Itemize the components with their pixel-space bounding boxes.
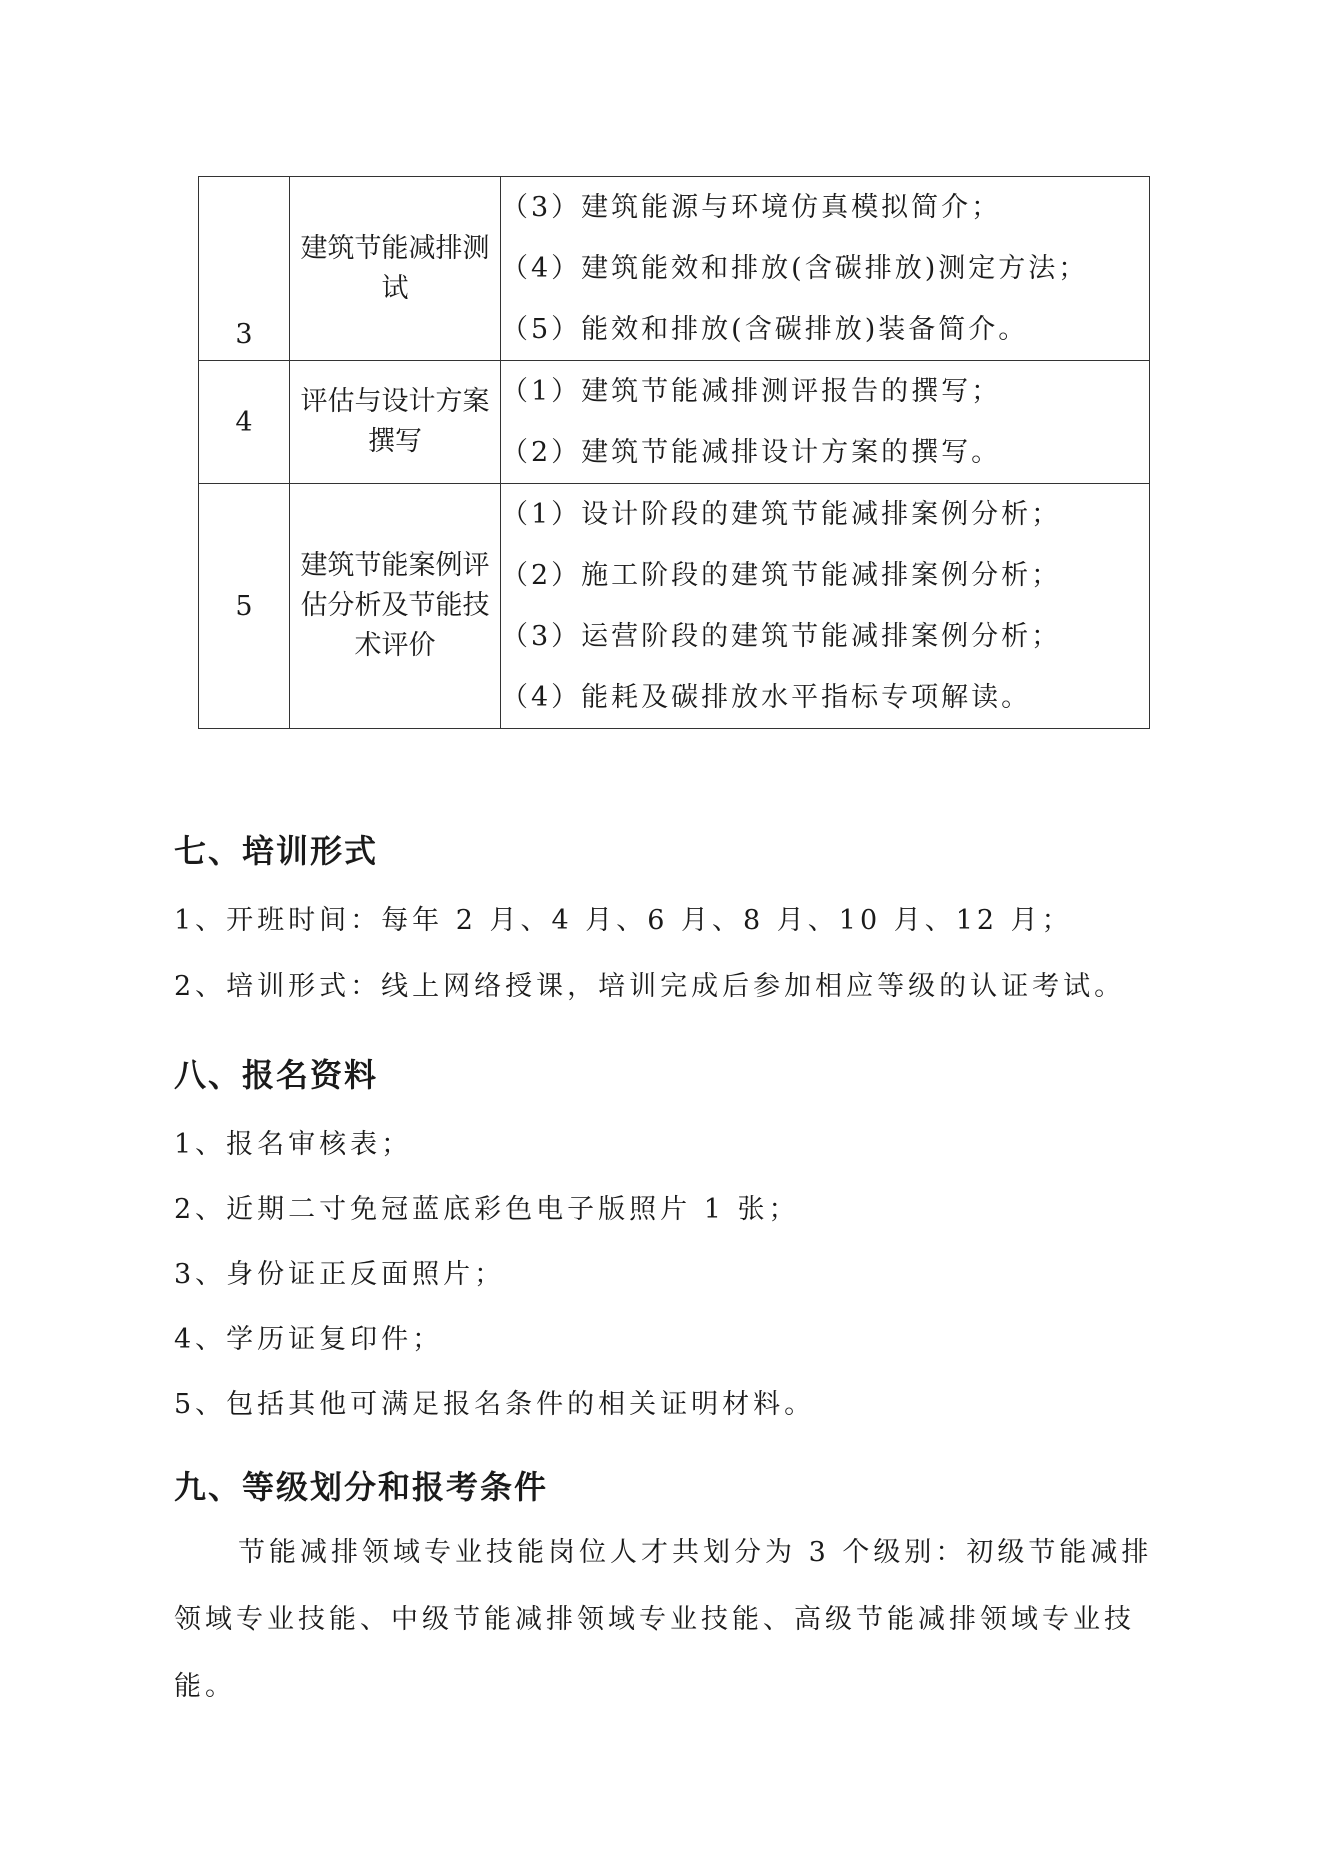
section-8-line: 5、包括其他可满足报名条件的相关证明材料。 (174, 1389, 816, 1420)
row-number: 5 (199, 484, 290, 729)
section-8-line: 3、身份证正反面照片； (174, 1259, 506, 1290)
section-9-title: 九、等级划分和报考条件 (174, 1468, 549, 1506)
section-8-line: 4、学历证复印件； (174, 1324, 444, 1355)
module-name: 评估与设计方案撰写 (290, 361, 501, 484)
content-item: （2）施工阶段的建筑节能减排案例分析； (501, 560, 1062, 591)
section-8-line: 1、报名审核表； (174, 1129, 413, 1160)
module-name: 建筑节能减排测试 (290, 177, 501, 361)
section-7-title: 七、培训形式 (174, 832, 379, 870)
table-row (199, 361, 1150, 484)
content-item: （1）设计阶段的建筑节能减排案例分析； (501, 499, 1062, 530)
section-7-line: 1、开班时间：每年 2 月、4 月、6 月、8 月、10 月、12 月； (174, 905, 1073, 936)
content-items (501, 484, 1150, 729)
content-item: （4）建筑能效和排放(含碳排放)测定方法； (501, 253, 1089, 284)
row-number: 4 (199, 361, 290, 484)
course-content-table (198, 176, 1150, 729)
section-8-line: 2、近期二寸免冠蓝底彩色电子版照片 1 张； (174, 1194, 800, 1225)
module-name: 建筑节能案例评估分析及节能技术评价 (290, 484, 501, 729)
table-row (199, 484, 1150, 729)
content-item: （1）建筑节能减排测评报告的撰写； (501, 376, 1002, 407)
content-item: （4）能耗及碳排放水平指标专项解读。 (501, 682, 1032, 713)
content-items (501, 177, 1150, 361)
section-8-title: 八、报名资料 (174, 1056, 379, 1094)
section-9-paragraph: 节能减排领域专业技能岗位人才共划分为 3 个级别：初级节能减排领域专业技能、中级节能减排领域专业技能、高级节能减排领域专业技能。 (174, 1537, 1153, 1702)
content-item: （5）能效和排放(含碳排放)装备简介。 (501, 314, 1029, 345)
content-item: （3）运营阶段的建筑节能减排案例分析； (501, 621, 1062, 652)
table-row (199, 177, 1150, 361)
content-item: （2）建筑节能减排设计方案的撰写。 (501, 437, 1002, 468)
section-7-line: 2、培训形式：线上网络授课，培训完成后参加相应等级的认证考试。 (174, 971, 1126, 1002)
row-number: 3 (199, 177, 290, 361)
content-item: （3）建筑能源与环境仿真模拟简介； (501, 192, 1002, 223)
content-items (501, 361, 1150, 484)
